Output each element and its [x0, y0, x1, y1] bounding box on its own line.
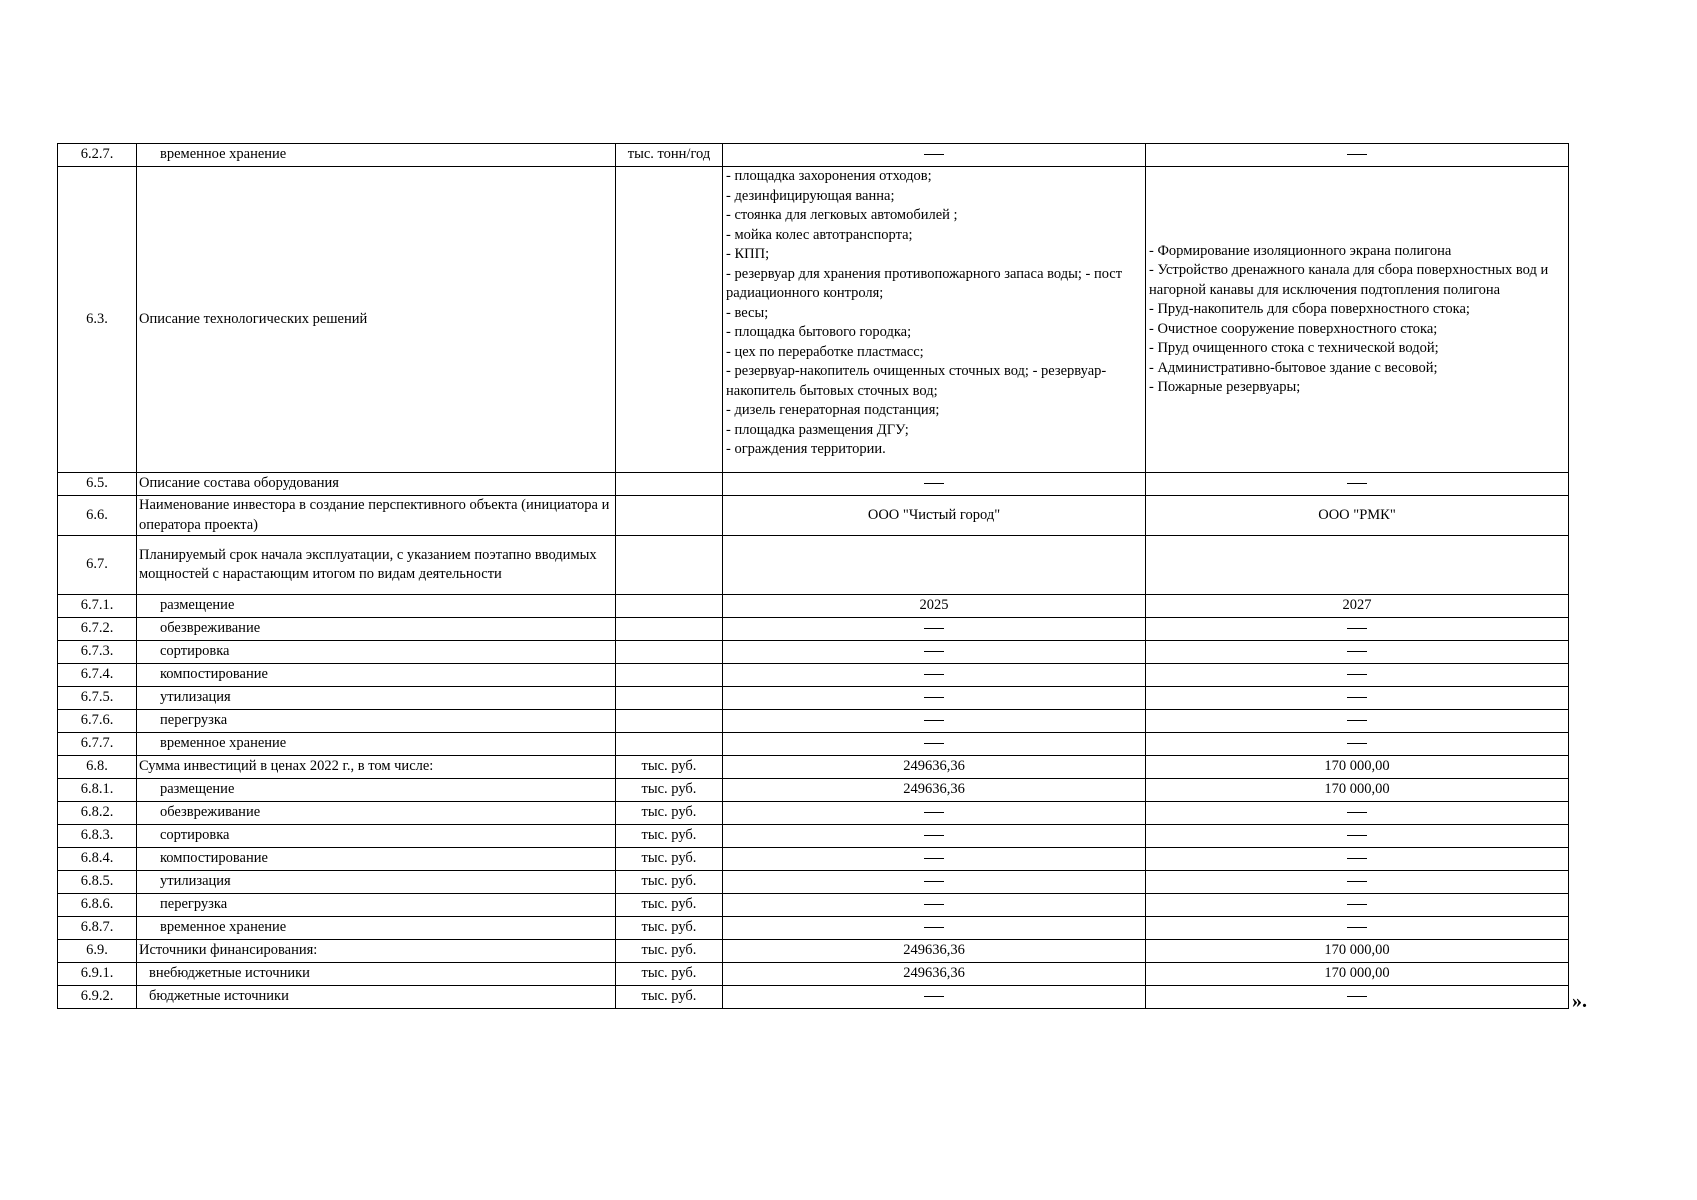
table-row — [58, 733, 1569, 756]
dash-mark — [1347, 835, 1367, 836]
table-row — [58, 167, 1569, 473]
row-number: 6.8.2. — [58, 802, 137, 825]
row-name: перегрузка — [137, 710, 616, 733]
value-col2: 170 000,00 — [1146, 756, 1569, 779]
value-col2 — [1146, 848, 1569, 871]
row-name: утилизация — [137, 871, 616, 894]
investor-col2: ООО "РМК" — [1146, 496, 1569, 536]
value-col2 — [1146, 618, 1569, 641]
dash-mark — [924, 996, 944, 997]
closing-quote-mark: ». — [1572, 990, 1587, 1012]
value-col1 — [723, 618, 1146, 641]
list-item: - мойка колес автотранспорта; — [726, 226, 913, 243]
row-number: 6.5. — [58, 473, 137, 496]
row-unit — [616, 641, 723, 664]
value-col1 — [723, 825, 1146, 848]
row-number: 6.8.1. — [58, 779, 137, 802]
value-col1 — [723, 536, 1146, 595]
row-unit: тыс. руб. — [616, 917, 723, 940]
dash-mark — [924, 904, 944, 905]
dash-mark — [1347, 628, 1367, 629]
row-number: 6.8.5. — [58, 871, 137, 894]
table-row — [58, 595, 1569, 618]
value-col1 — [723, 641, 1146, 664]
list-item: - площадка бытового городка; — [726, 324, 912, 340]
row-name: Описание технологических решений — [137, 167, 616, 473]
row-unit — [616, 473, 723, 496]
row-unit — [616, 167, 723, 473]
value-col2 — [1146, 871, 1569, 894]
table-row — [58, 871, 1569, 894]
list-item: - Пруд очищенного стока с технической водой; — [1149, 340, 1439, 356]
value-col2 — [1146, 641, 1569, 664]
tech-solutions-list-1 — [723, 167, 1146, 473]
value-col2 — [1146, 802, 1569, 825]
row-number: 6.7.6. — [58, 710, 137, 733]
dash-mark — [924, 628, 944, 629]
row-unit: тыс. руб. — [616, 756, 723, 779]
table-row — [58, 848, 1569, 871]
row-number: 6.9. — [58, 940, 137, 963]
dash-mark — [924, 651, 944, 652]
table-row — [58, 940, 1569, 963]
value-col1 — [723, 473, 1146, 496]
row-name: Описание состава оборудования — [137, 473, 616, 496]
dash-mark — [924, 154, 944, 155]
row-number: 6.7. — [58, 536, 137, 595]
value-col1 — [723, 871, 1146, 894]
dash-mark — [924, 812, 944, 813]
row-name: Сумма инвестиций в ценах 2022 г., в том числе: — [137, 756, 616, 779]
row-name: перегрузка — [137, 894, 616, 917]
table-row — [58, 986, 1569, 1009]
value-col2 — [1146, 917, 1569, 940]
row-unit — [616, 687, 723, 710]
list-item: - Формирование изоляционного экрана полигона — [1149, 242, 1452, 259]
value-col2 — [1146, 687, 1569, 710]
row-unit: тыс. руб. — [616, 871, 723, 894]
value-col2 — [1146, 733, 1569, 756]
value-col2 — [1146, 825, 1569, 848]
row-number: 6.2.7. — [58, 144, 137, 167]
row-unit: тыс. руб. — [616, 986, 723, 1009]
dash-mark — [1347, 881, 1367, 882]
value-col2 — [1146, 144, 1569, 167]
list-item: - КПП; — [726, 246, 770, 262]
list-item: - Административно-бытовое здание с весовой; — [1149, 359, 1438, 376]
table-row — [58, 641, 1569, 664]
list-item: - ограждения территории. — [726, 441, 886, 457]
dash-mark — [924, 881, 944, 882]
dash-mark — [1347, 651, 1367, 652]
dash-mark — [924, 743, 944, 744]
investor-col1: ООО "Чистый город" — [723, 496, 1146, 536]
row-unit — [616, 664, 723, 687]
value-col2: 170 000,00 — [1146, 963, 1569, 986]
table-row — [58, 825, 1569, 848]
value-col1 — [723, 917, 1146, 940]
table-row — [58, 779, 1569, 802]
table-row — [58, 536, 1569, 595]
row-number: 6.7.1. — [58, 595, 137, 618]
value-col1 — [723, 664, 1146, 687]
row-name: компостирование — [137, 664, 616, 687]
dash-mark — [924, 697, 944, 698]
dash-mark — [1347, 996, 1367, 997]
rows-691-group — [58, 963, 1569, 1009]
row-unit: тыс. руб. — [616, 825, 723, 848]
dash-mark — [924, 720, 944, 721]
value-col1 — [723, 687, 1146, 710]
rows-681-group — [58, 779, 1569, 940]
row-unit — [616, 595, 723, 618]
row-unit: тыс. руб. — [616, 848, 723, 871]
row-number: 6.7.3. — [58, 641, 137, 664]
row-name: обезвреживание — [137, 802, 616, 825]
row-number: 6.8. — [58, 756, 137, 779]
row-unit — [616, 496, 723, 536]
tech-solutions-list-2 — [1146, 167, 1569, 473]
value-col1: 249636,36 — [723, 940, 1146, 963]
value-col2 — [1146, 473, 1569, 496]
row-number: 6.8.6. — [58, 894, 137, 917]
row-number: 6.7.5. — [58, 687, 137, 710]
row-name: сортировка — [137, 641, 616, 664]
row-name: временное хранение — [137, 733, 616, 756]
row-unit: тыс. тонн/год — [616, 144, 723, 167]
value-col2: 2027 — [1146, 595, 1569, 618]
value-col1 — [723, 986, 1146, 1009]
row-number: 6.7.2. — [58, 618, 137, 641]
row-name: размещение — [137, 779, 616, 802]
dash-mark — [924, 927, 944, 928]
value-col1: 2025 — [723, 595, 1146, 618]
row-name: бюджетные источники — [137, 986, 616, 1009]
list-item: - Очистное сооружение поверхностного стока; — [1149, 320, 1438, 337]
value-col2 — [1146, 710, 1569, 733]
row-name: размещение — [137, 595, 616, 618]
row-unit: тыс. руб. — [616, 894, 723, 917]
table-row — [58, 144, 1569, 167]
table-row — [58, 917, 1569, 940]
value-col2 — [1146, 986, 1569, 1009]
table-row — [58, 473, 1569, 496]
row-number: 6.8.7. — [58, 917, 137, 940]
row-name: временное хранение — [137, 144, 616, 167]
list-item: - цех по переработке пластмасс; — [726, 343, 924, 360]
rows-671-group — [58, 595, 1569, 756]
row-name: обезвреживание — [137, 618, 616, 641]
list-item: - весы; — [726, 304, 769, 321]
row-unit — [616, 536, 723, 595]
row-number: 6.9.2. — [58, 986, 137, 1009]
list-item: - дизель генераторная подстанция; — [726, 402, 940, 418]
row-number: 6.9.1. — [58, 963, 137, 986]
value-col1: 249636,36 — [723, 756, 1146, 779]
row-number: 6.8.4. — [58, 848, 137, 871]
dash-mark — [924, 858, 944, 859]
list-item: - Пруд-накопитель для сбора поверхностного стока; — [1149, 301, 1470, 317]
value-col1 — [723, 733, 1146, 756]
table-row — [58, 664, 1569, 687]
table-row — [58, 618, 1569, 641]
row-name: внебюджетные источники — [137, 963, 616, 986]
row-unit — [616, 618, 723, 641]
row-name: временное хранение — [137, 917, 616, 940]
row-unit: тыс. руб. — [616, 940, 723, 963]
dash-mark — [924, 483, 944, 484]
row-name: сортировка — [137, 825, 616, 848]
dash-mark — [1347, 904, 1367, 905]
list-item: - резервуар-накопитель очищенных сточных вод; - резервуар-накопитель бытовых сточных вод; — [726, 363, 1107, 399]
value-col1 — [723, 802, 1146, 825]
dash-mark — [1347, 743, 1367, 744]
table-row — [58, 756, 1569, 779]
row-number: 6.7.4. — [58, 664, 137, 687]
row-unit — [616, 710, 723, 733]
row-unit: тыс. руб. — [616, 963, 723, 986]
value-col1 — [723, 894, 1146, 917]
list-item: - площадка захоронения отходов; — [726, 168, 932, 184]
row-name: Наименование инвестора в создание перспективного объекта (инициатора и оператора проекта) — [137, 496, 616, 536]
row-name: компостирование — [137, 848, 616, 871]
value-col1 — [723, 710, 1146, 733]
list-item: - стоянка для легковых автомобилей ; — [726, 207, 958, 223]
list-item: - Пожарные резервуары; — [1149, 379, 1301, 395]
value-col1: 249636,36 — [723, 963, 1146, 986]
row-number: 6.3. — [58, 167, 137, 473]
dash-mark — [1347, 858, 1367, 859]
table-row — [58, 963, 1569, 986]
table-row — [58, 710, 1569, 733]
dash-mark — [924, 835, 944, 836]
value-col1: 249636,36 — [723, 779, 1146, 802]
value-col2 — [1146, 536, 1569, 595]
list-item: - Устройство дренажного канала для сбора поверхностных вод и нагорной канавы для исключения подтопления полигона — [1149, 262, 1549, 298]
row-name: Источники финансирования: — [137, 940, 616, 963]
value-col1 — [723, 144, 1146, 167]
dash-mark — [1347, 674, 1367, 675]
dash-mark — [1347, 720, 1367, 721]
row-name: Планируемый срок начала эксплуатации, с указанием поэтапно вводимых мощностей с нарастающим итогом по видам деятельности — [137, 536, 616, 595]
table-row — [58, 496, 1569, 536]
list-item: - дезинфицирующая ванна; — [726, 187, 895, 204]
dash-mark — [1347, 154, 1367, 155]
row-number: 6.6. — [58, 496, 137, 536]
dash-mark — [1347, 927, 1367, 928]
investment-table — [57, 143, 1569, 1009]
list-item: - резервуар для хранения противопожарного запаса воды; - пост радиационного контроля; — [726, 265, 1123, 301]
row-name: утилизация — [137, 687, 616, 710]
dash-mark — [1347, 812, 1367, 813]
dash-mark — [1347, 483, 1367, 484]
row-unit: тыс. руб. — [616, 779, 723, 802]
table-row — [58, 802, 1569, 825]
row-unit — [616, 733, 723, 756]
row-number: 6.7.7. — [58, 733, 137, 756]
value-col1 — [723, 848, 1146, 871]
value-col2: 170 000,00 — [1146, 940, 1569, 963]
list-item: - площадка размещения ДГУ; — [726, 421, 909, 438]
row-number: 6.8.3. — [58, 825, 137, 848]
dash-mark — [924, 674, 944, 675]
value-col2 — [1146, 894, 1569, 917]
row-unit: тыс. руб. — [616, 802, 723, 825]
value-col2: 170 000,00 — [1146, 779, 1569, 802]
dash-mark — [1347, 697, 1367, 698]
table-row — [58, 687, 1569, 710]
table-row — [58, 894, 1569, 917]
value-col2 — [1146, 664, 1569, 687]
